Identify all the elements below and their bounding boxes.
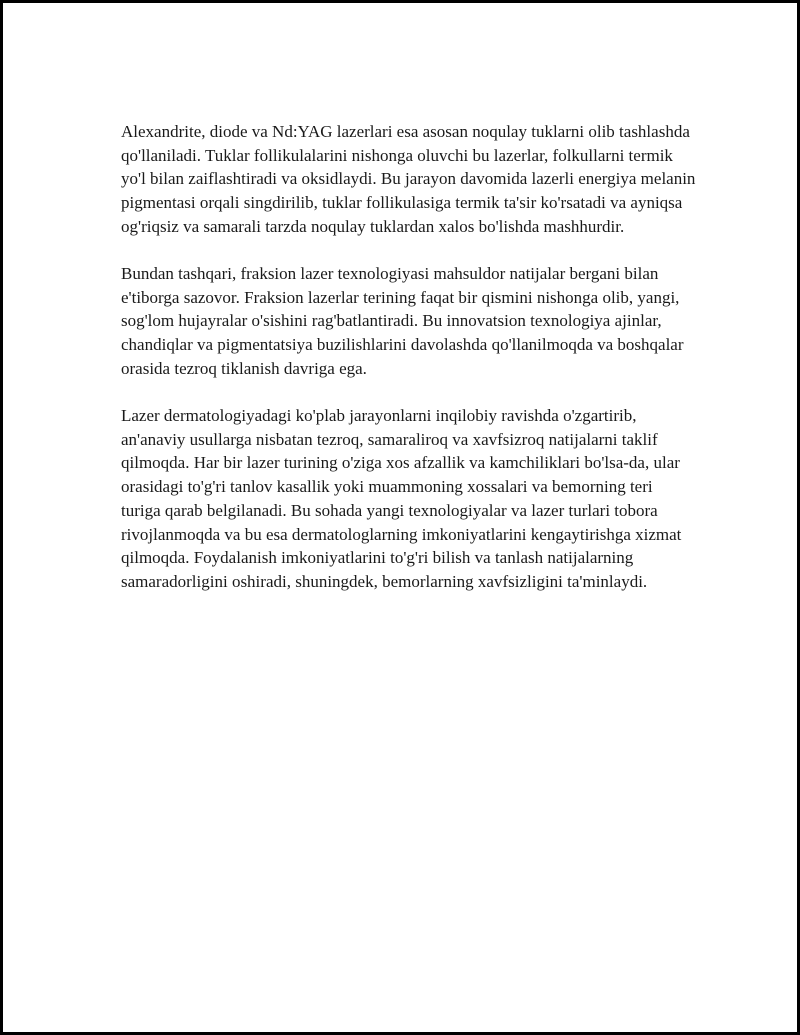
paragraph-1: Alexandrite, diode va Nd:YAG lazerlari esa asosan noqulay tuklarni olib tashlashda qo'llaniladi. Tuklar follikulalarini nishonga oluvchi bu lazerlar, folkullarni termik yo'l bilan zaiflashtiradi va oksidlaydi. Bu jarayon davomida lazerli energiya melanin pigmentasi orqali singdirilib, tuklar follikulasiga termik ta'sir ko'rsatadi va ayniqsa og'riqsiz va samarali tarzda noqulay tuklardan xalos bo'lishda mashhurdir. <box>121 122 696 236</box>
paragraph-2: Bundan tashqari, fraksion lazer texnologiyasi mahsuldor natijalar bergani bilan e'tiborga sazovor. Fraksion lazerlar terining faqat bir qismini nishonga olib, yangi, sog'lom hujayralar o'sishini rag'batlantiradi. Bu innovatsion texnologiya ajinlar, chandiqlar va pigmentatsiya buzilishlarini davolashda qo'llanilmoqda va boshqalar orasida tezroq tiklanish davriga ega. <box>121 264 684 378</box>
document-body <box>121 120 696 617</box>
paragraph-3: Lazer dermatologiyadagi ko'plab jarayonlarni inqilobiy ravishda o'zgartirib, an'anaviy usullarga nisbatan tezroq, samaraliroq va xavfsizroq natijalarni taklif qilmoqda. Har bir lazer turining o'ziga xos afzallik va kamchiliklari bo'lsa-da, ular orasidagi to'g'ri tanlov kasallik yoki muammoning xossalari va bemorning teri turiga qarab belgilanadi. Bu sohada yangi texnologiyalar va lazer turlari tobora rivojlanmoqda va bu esa dermatologlarning imkoniyatlarini kengaytirishga xizmat qilmoqda. Foydalanish imkoniyatlarini to'g'ri bilish va tanlash natijalarning samaradorligini oshiradi, shuningdek, bemorlarning xavfsizligini ta'minlaydi. <box>121 406 682 591</box>
